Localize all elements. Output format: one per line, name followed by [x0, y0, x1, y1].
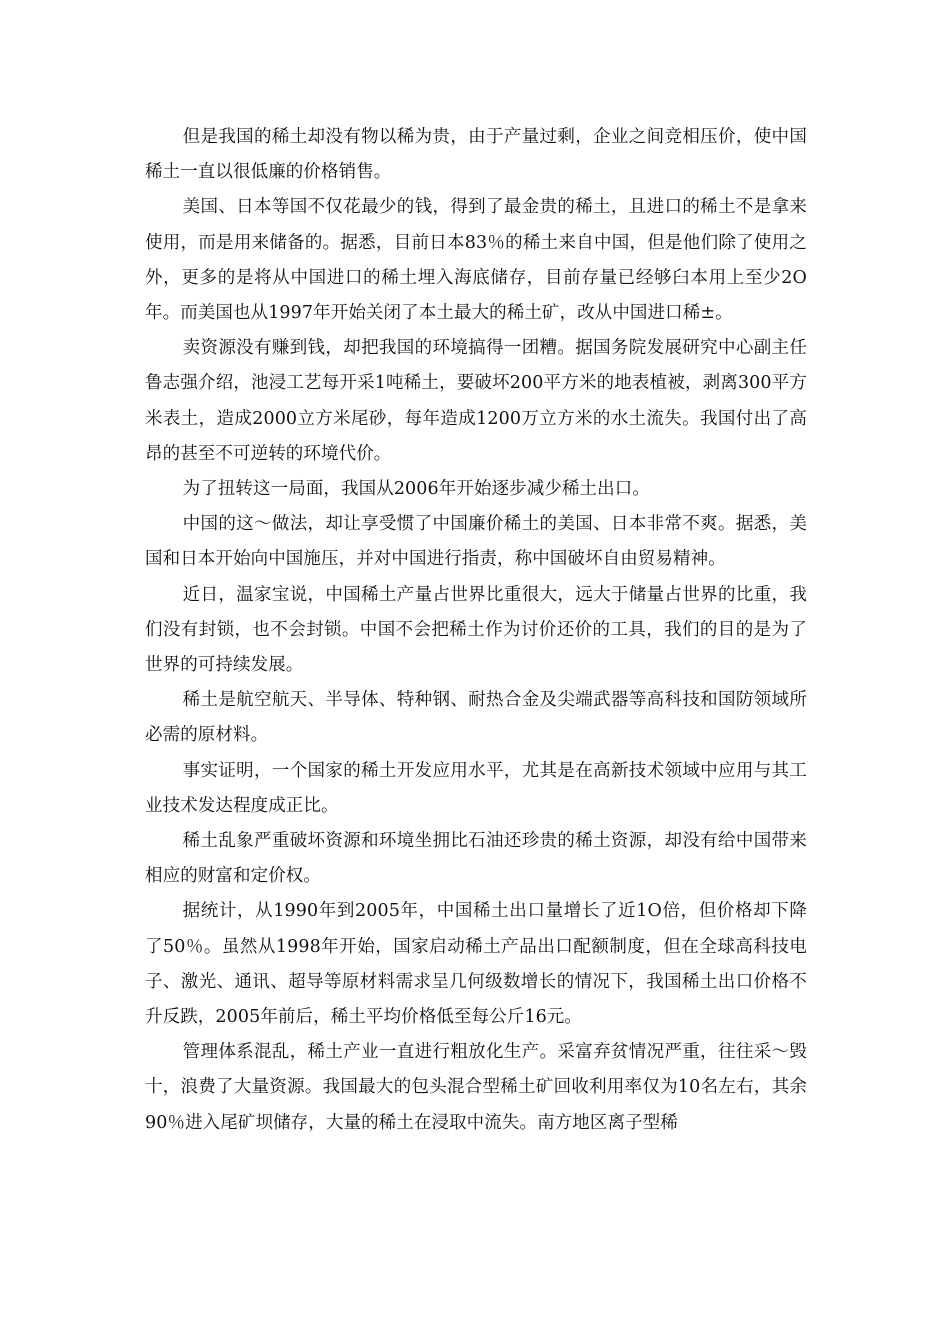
- paragraph-4: 为了扭转这一局面，我国从2006年开始逐步减少稀土出口。: [182, 479, 650, 500]
- paragraph-6: 近日，温家宝说，中国稀土产量占世界比重很大，远大于储量占世界的比重，我们没有封锁，也不会封锁。中国不会把稀土作为讨价还价的工具，我们的目的是为了世界的可持续发展。: [145, 584, 807, 676]
- paragraph-1: 但是我国的稀土却没有物以稀为贵，由于产量过剩，企业之间竞相压价，使中国稀土一直以很低廉的价格销售。: [145, 127, 807, 183]
- paragraph-2: 美国、日本等国不仅花最少的钱，得到了最金贵的稀土，且进口的稀土不是拿来使用，而是用来储备的。据悉，目前日本83％的稀土来自中国，但是他们除了使用之外，更多的是将从中国进口的稀土埋入海底储存，目前存量已经够臼本用上至少2O年。而美国也从1997年开始关闭了本土最大的稀土矿，改从中国进口稀±。: [145, 197, 807, 324]
- paragraph-7: 稀土是航空航天、半导体、特种钢、耐热合金及尖端武器等高科技和国防领域所必需的原材料。: [145, 690, 807, 746]
- paragraph-8: 事实证明，一个国家的稀土开发应用水平，尤其是在高新技术领域中应用与其工业技术发达程度成正比。: [145, 760, 807, 816]
- paragraph-11: 管理体系混乱，稀土产业一直进行粗放化生产。采富弃贫情况严重，往往采～毁十，浪费了大量资源。我国最大的包头混合型稀土矿回收利用率仅为10名左右，其余90％进入尾矿坝储存，大量的稀土在浸取中流失。南方地区离子型稀: [145, 1042, 807, 1133]
- paragraph-5: 中国的这～做法，却让享受惯了中国廉价稀土的美国、日本非常不爽。据悉，美国和日本开始向中国施压，并对中国进行指责，称中国破坏自由贸易精神。: [145, 514, 807, 570]
- article-body: [145, 120, 807, 1141]
- paragraph-9: 稀土乱象严重破坏资源和环境坐拥比石油还珍贵的稀土资源，却没有给中国带来相应的财富和定价权。: [145, 831, 807, 887]
- paragraph-3: 卖资源没有赚到钱，却把我国的环境搞得一团糟。据国务院发展研究中心副主任鲁志强介绍，池浸工艺每开采1吨稀土，要破坏200平方米的地表植被，剥离300平方米表土，造成2000立方米尾砂，每年造成1200万立方米的水土流失。我国付出了高昂的甚至不可逆转的环境代价。: [145, 338, 807, 464]
- paragraph-10: 据统计，从1990年到2005年，中国稀土出口量增长了近1O倍，但价格却下降了50％。虽然从1998年开始，国家启动稀土产品出口配额制度，但在全球高科技电子、激光、通讯、超导等原材料需求呈几何级数增长的情况下，我国稀土出口价格不升反跌，2005年前后，稀土平均价格低至每公斤16元。: [145, 901, 807, 1028]
